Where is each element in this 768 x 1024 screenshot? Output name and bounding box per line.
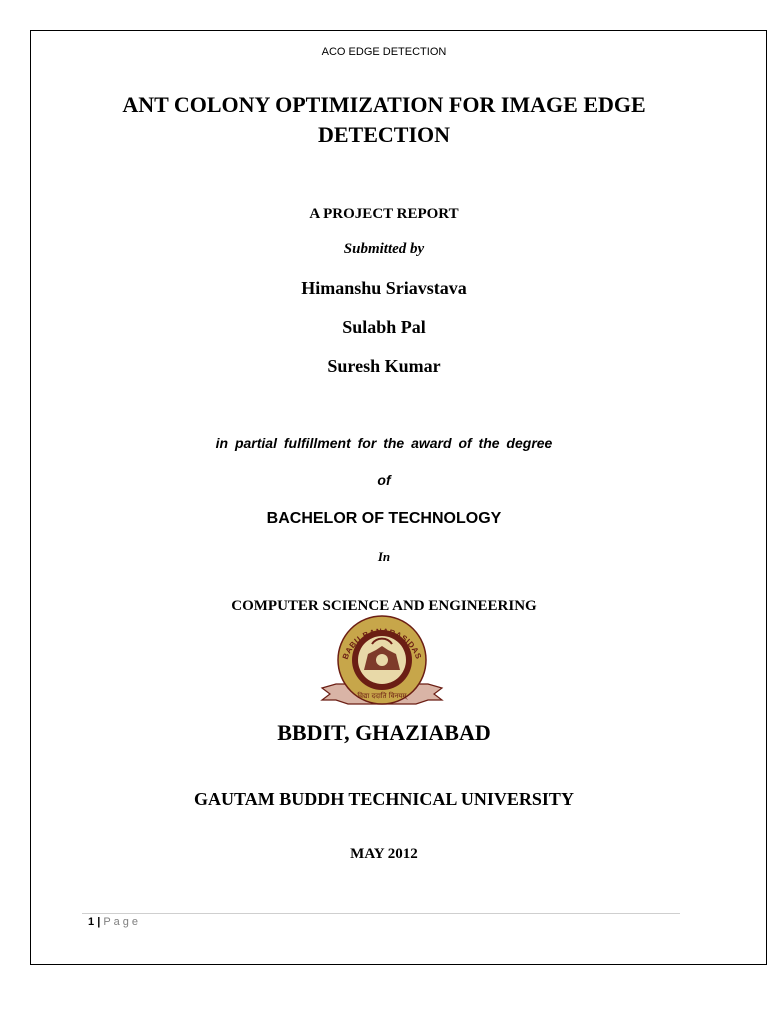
submission-date: MAY 2012: [350, 846, 418, 862]
page-number: 1: [88, 916, 95, 928]
department-name: COMPUTER SCIENCE AND ENGINEERING: [231, 598, 537, 614]
university-name: GAUTAM BUDDH TECHNICAL UNIVERSITY: [194, 789, 574, 809]
author-name: Himanshu Sriavstava: [301, 278, 467, 298]
in-text: In: [377, 549, 391, 564]
page-label: Page: [103, 916, 142, 928]
title-line-2: DETECTION: [317, 122, 451, 147]
report-title: [0, 90, 768, 150]
footer-divider: [82, 913, 680, 914]
institute-name: BBDIT, GHAZIABAD: [277, 720, 491, 745]
of-text: of: [377, 472, 391, 488]
title-line-1: ANT COLONY OPTIMIZATION FOR IMAGE EDGE: [122, 92, 646, 117]
author-name: Suresh Kumar: [327, 356, 441, 376]
submitted-by: Submitted by: [343, 241, 425, 257]
page-border: [30, 30, 767, 965]
author-name: Sulabh Pal: [342, 317, 426, 337]
partial-fulfillment-text: in partial fulfillment for the award of the degree: [215, 435, 553, 451]
footer-separator: |: [97, 916, 101, 928]
running-header: ACO EDGE DETECTION: [321, 46, 447, 58]
logo-motto: विद्या ददाति विनयम्: [357, 692, 407, 700]
report-type: A PROJECT REPORT: [309, 206, 459, 222]
page-footer: [88, 916, 141, 928]
logo-text-top: BABU BANARASIDAS: [340, 626, 424, 661]
institute-logo: [316, 614, 448, 708]
degree-name: BACHELOR OF TECHNOLOGY: [266, 510, 502, 527]
